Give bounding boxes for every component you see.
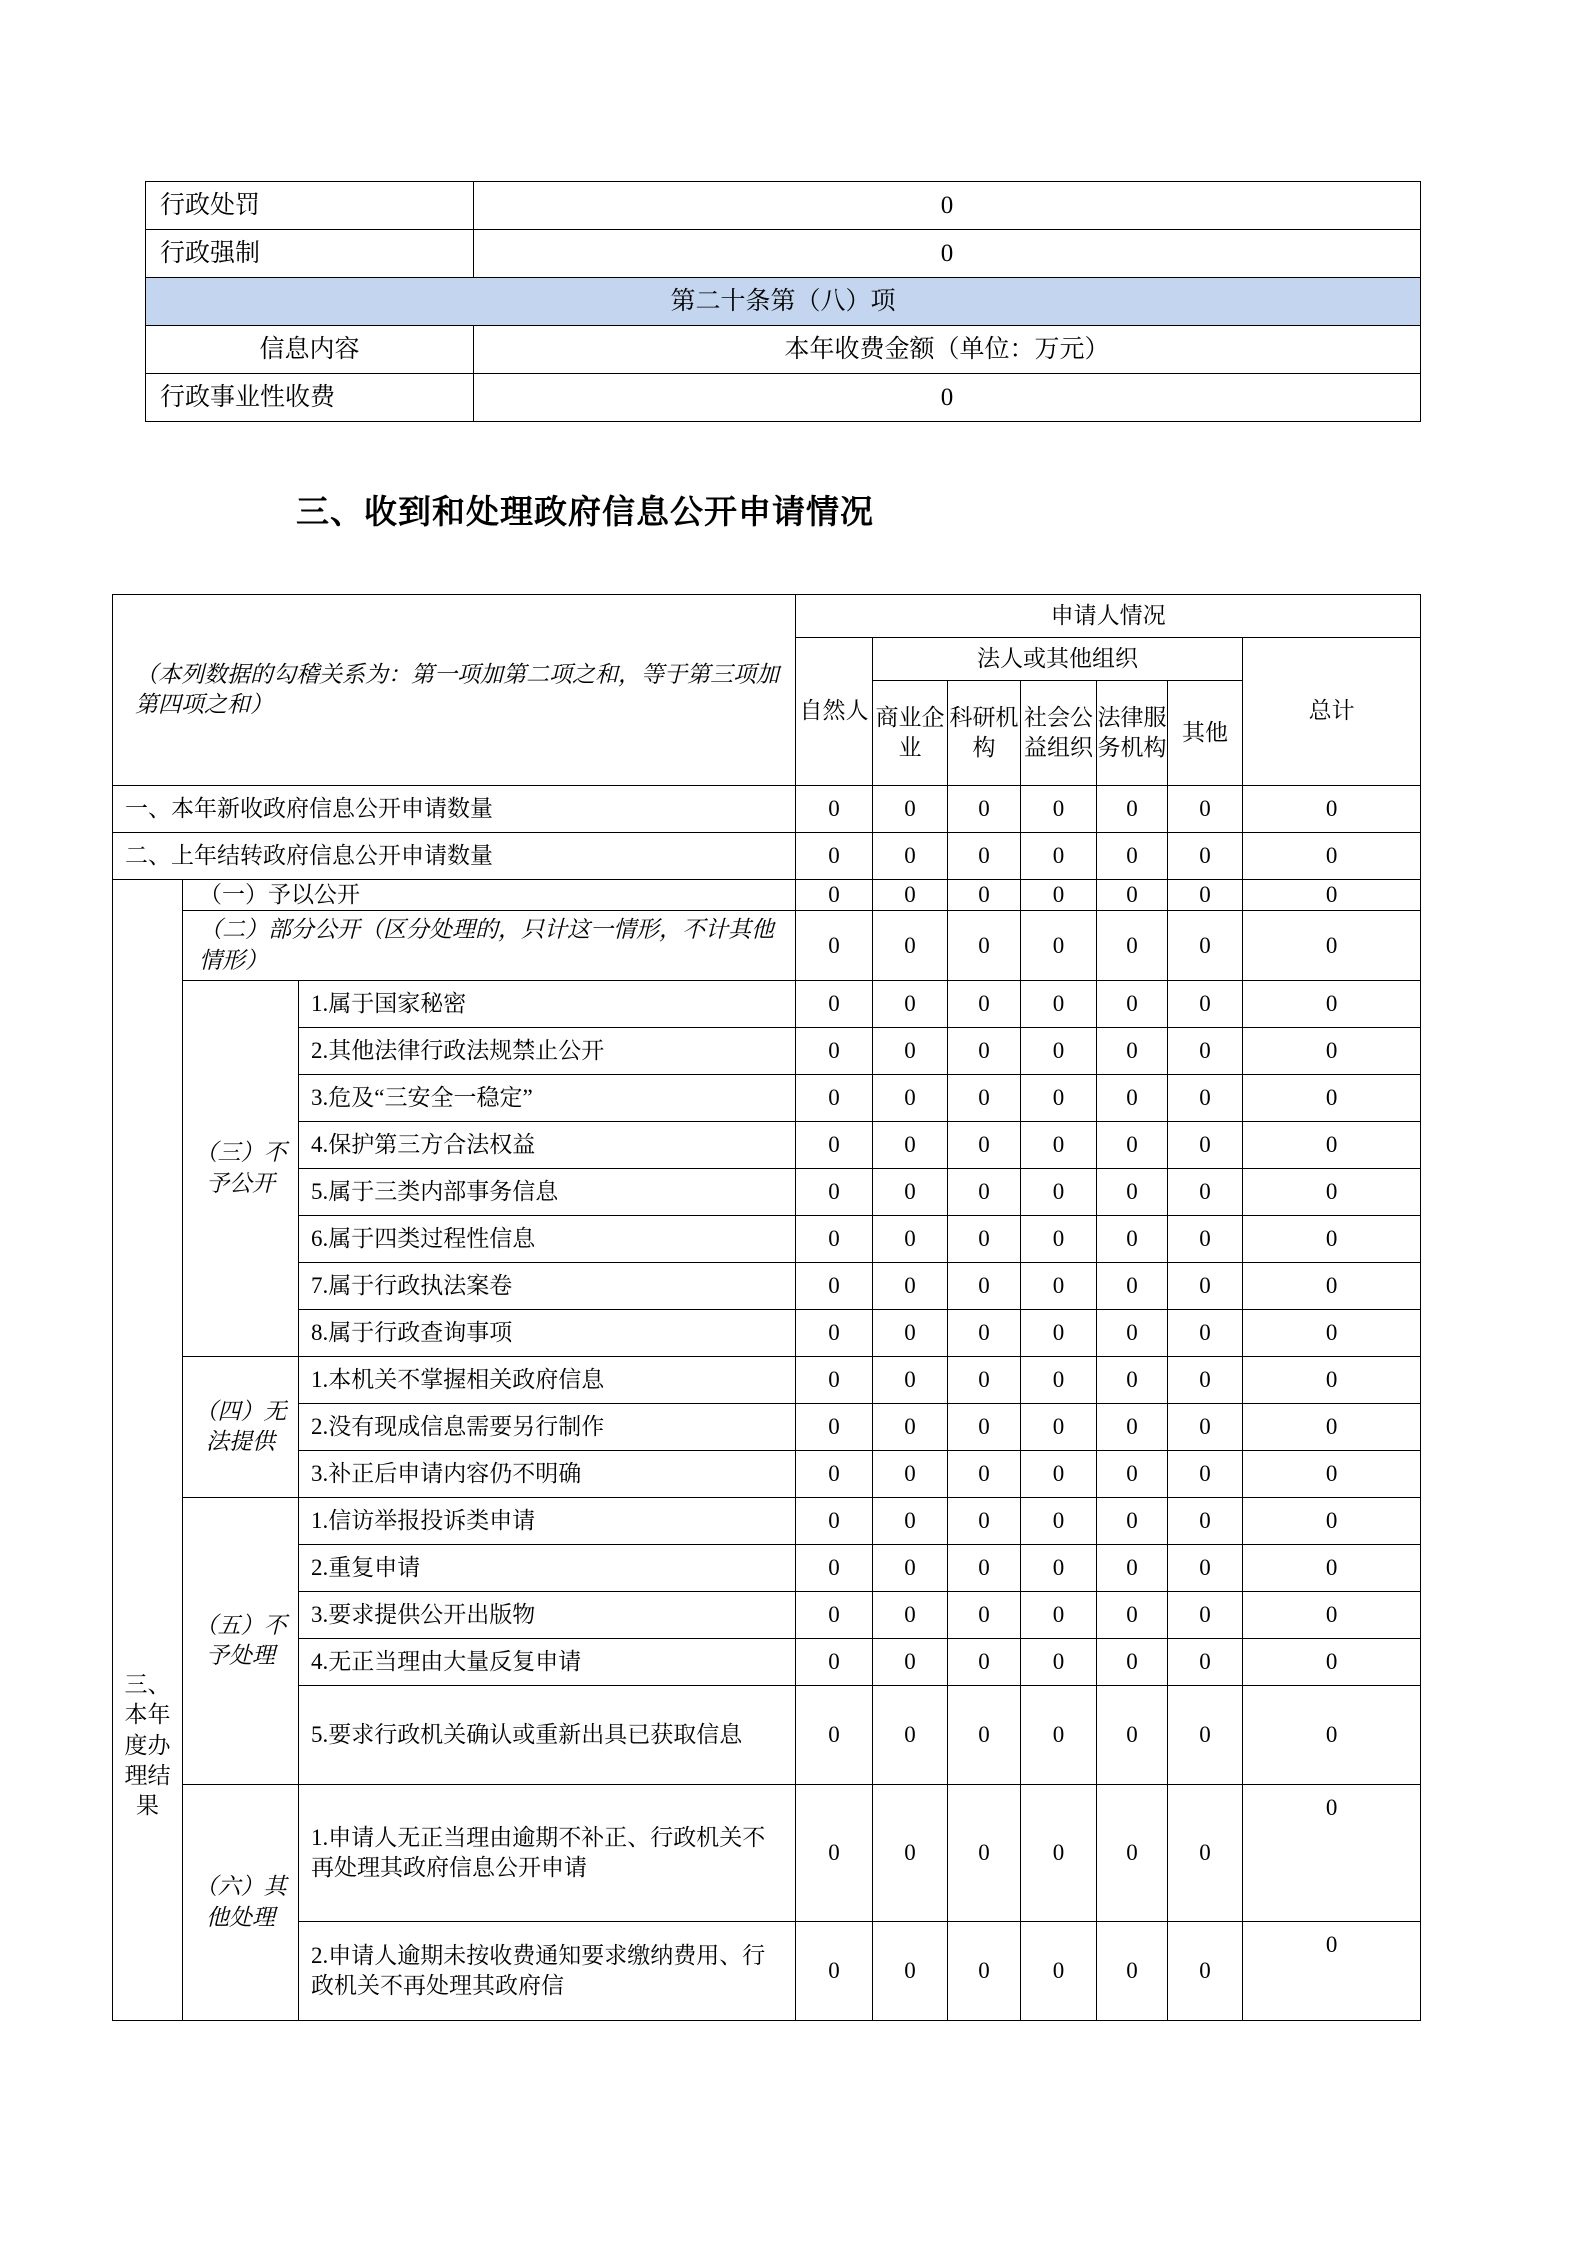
cell-value: 0 <box>948 1028 1021 1075</box>
table-row <box>113 1498 1421 1545</box>
row-label-partially-disclosed: （二）部分公开（区分处理的，只计这一情形，不计其他情形） <box>183 911 796 981</box>
cell-value: 0 <box>1168 1169 1243 1216</box>
table-row <box>113 1451 1421 1498</box>
row-label-third-party-rights: 4.保护第三方合法权益 <box>299 1122 796 1169</box>
group-label-not-processed: （五）不予处理 <box>183 1498 299 1785</box>
row-label-enforcement-file: 7.属于行政执法案卷 <box>299 1263 796 1310</box>
row-label-not-in-possession: 1.本机关不掌握相关政府信息 <box>299 1357 796 1404</box>
cell-value: 0 <box>1168 1639 1243 1686</box>
cell-value: 0 <box>1021 1498 1097 1545</box>
cell-value: 0 <box>1097 981 1168 1028</box>
cell-value: 0 <box>1021 833 1097 880</box>
cell-value: 0 <box>873 981 948 1028</box>
cell-value: 0 <box>873 1922 948 2021</box>
cell-value: 0 <box>1243 911 1421 981</box>
cell-value: 0 <box>1168 786 1243 833</box>
table-row <box>113 786 1421 833</box>
cell-value: 0 <box>1021 1310 1097 1357</box>
table-row <box>113 1028 1421 1075</box>
table-row <box>113 1592 1421 1639</box>
cell-value: 0 <box>1021 1922 1097 2021</box>
header-applicant-situation: 申请人情况 <box>796 595 1421 638</box>
cell-value: 0 <box>1021 1122 1097 1169</box>
header-total: 总计 <box>1243 638 1421 786</box>
cell-value: 0 <box>1168 833 1243 880</box>
table-row <box>113 981 1421 1028</box>
cell-value: 0 <box>873 1169 948 1216</box>
table-header-row <box>113 595 1421 638</box>
cell-value: 0 <box>796 1357 873 1404</box>
cell-value: 0 <box>1021 880 1097 911</box>
row-value-administrative-fee: 0 <box>474 374 1421 422</box>
cell-value: 0 <box>796 1404 873 1451</box>
cell-value: 0 <box>1243 1310 1421 1357</box>
cell-value: 0 <box>873 1075 948 1122</box>
cell-value: 0 <box>1168 1686 1243 1785</box>
header-business-enterprise: 商业企业 <box>873 681 948 786</box>
row-label-overdue-no-correction: 1.申请人无正当理由逾期不补正、行政机关不再处理其政府信息公开申请 <box>299 1785 796 1922</box>
table-row <box>113 1404 1421 1451</box>
table-row <box>113 1169 1421 1216</box>
table-row <box>113 1639 1421 1686</box>
cell-value: 0 <box>1021 1639 1097 1686</box>
cell-value: 0 <box>1097 1498 1168 1545</box>
cell-value: 0 <box>1021 786 1097 833</box>
cell-value: 0 <box>1021 1404 1097 1451</box>
cell-value: 0 <box>1097 1451 1168 1498</box>
cell-value: 0 <box>796 1216 873 1263</box>
table-row <box>113 911 1421 981</box>
row-label-overdue-no-payment: 2.申请人逾期未按收费通知要求缴纳费用、行政机关不再处理其政府信 <box>299 1922 796 2021</box>
cell-value: 0 <box>1021 1216 1097 1263</box>
cell-value: 0 <box>1243 1404 1421 1451</box>
cell-value: 0 <box>1021 911 1097 981</box>
cell-value: 0 <box>1243 1785 1421 1922</box>
row-label-published-materials: 3.要求提供公开出版物 <box>299 1592 796 1639</box>
cell-value: 0 <box>796 1075 873 1122</box>
group-label-not-disclosed: （三）不予公开 <box>183 981 299 1357</box>
fee-summary-table <box>145 181 1421 422</box>
cell-value: 0 <box>1168 981 1243 1028</box>
cell-value: 0 <box>1097 1686 1168 1785</box>
cell-value: 0 <box>948 1785 1021 1922</box>
cell-value: 0 <box>948 981 1021 1028</box>
cell-value: 0 <box>873 1122 948 1169</box>
table-row <box>113 1785 1421 1922</box>
cell-value: 0 <box>796 1686 873 1785</box>
cell-value: 0 <box>948 911 1021 981</box>
cell-value: 0 <box>1243 880 1421 911</box>
cell-value: 0 <box>796 1122 873 1169</box>
cell-value: 0 <box>1168 1216 1243 1263</box>
row-label-duplicate-application: 2.重复申请 <box>299 1545 796 1592</box>
cell-value: 0 <box>948 1545 1021 1592</box>
cell-value: 0 <box>873 1498 948 1545</box>
cell-value: 0 <box>948 1922 1021 2021</box>
cell-value: 0 <box>796 981 873 1028</box>
cell-value: 0 <box>796 1310 873 1357</box>
cell-value: 0 <box>1097 1169 1168 1216</box>
cell-value: 0 <box>1097 1357 1168 1404</box>
cell-value: 0 <box>873 1785 948 1922</box>
cell-value: 0 <box>1097 1592 1168 1639</box>
cell-value: 0 <box>1168 1028 1243 1075</box>
cell-value: 0 <box>1168 1263 1243 1310</box>
cell-value: 0 <box>1168 1922 1243 2021</box>
cell-value: 0 <box>1168 1592 1243 1639</box>
row-value-administrative-penalty: 0 <box>474 182 1421 230</box>
cell-value: 0 <box>796 1545 873 1592</box>
cell-value: 0 <box>1168 1404 1243 1451</box>
cell-value: 0 <box>796 833 873 880</box>
cell-value: 0 <box>948 833 1021 880</box>
cell-value: 0 <box>1168 1357 1243 1404</box>
cell-value: 0 <box>1243 1498 1421 1545</box>
header-public-welfare-org: 社会公益组织 <box>1021 681 1097 786</box>
row-label-reconfirm-info: 5.要求行政机关确认或重新出具已获取信息 <box>299 1686 796 1785</box>
row-label-internal-affairs: 5.属于三类内部事务信息 <box>299 1169 796 1216</box>
row-label-state-secret: 1.属于国家秘密 <box>299 981 796 1028</box>
cell-value: 0 <box>1168 880 1243 911</box>
cell-value: 0 <box>948 1122 1021 1169</box>
cell-value: 0 <box>796 1451 873 1498</box>
cell-value: 0 <box>1243 1028 1421 1075</box>
cell-value: 0 <box>1021 1075 1097 1122</box>
cell-value: 0 <box>1021 1686 1097 1785</box>
header-legal-entity: 法人或其他组织 <box>873 638 1243 681</box>
row-label-administrative-coercion: 行政强制 <box>146 230 474 278</box>
cell-value: 0 <box>948 1686 1021 1785</box>
table-row <box>146 230 1421 278</box>
cell-value: 0 <box>948 1075 1021 1122</box>
cell-value: 0 <box>1168 1498 1243 1545</box>
cell-value: 0 <box>796 1922 873 2021</box>
cell-value: 0 <box>1021 1545 1097 1592</box>
cell-value: 0 <box>1097 911 1168 981</box>
row-label-admin-query: 8.属于行政查询事项 <box>299 1310 796 1357</box>
row-label-administrative-fee: 行政事业性收费 <box>146 374 474 422</box>
cell-value: 0 <box>1021 1169 1097 1216</box>
cell-value: 0 <box>948 1498 1021 1545</box>
cell-value: 0 <box>1021 1592 1097 1639</box>
cell-value: 0 <box>948 1592 1021 1639</box>
cell-value: 0 <box>873 1357 948 1404</box>
row-label-endangers-security: 3.危及“三安全一稳定” <box>299 1075 796 1122</box>
row-label-disclosed: （一）予以公开 <box>183 880 796 911</box>
cell-value: 0 <box>1097 1922 1168 2021</box>
cell-value: 0 <box>873 1028 948 1075</box>
cell-value: 0 <box>1097 1122 1168 1169</box>
table-row <box>146 326 1421 374</box>
cell-value: 0 <box>796 911 873 981</box>
table-row <box>113 1922 1421 2021</box>
cell-value: 0 <box>873 1216 948 1263</box>
cell-value: 0 <box>1097 1404 1168 1451</box>
cell-value: 0 <box>1243 1169 1421 1216</box>
cell-value: 0 <box>948 1169 1021 1216</box>
row-label-administrative-penalty: 行政处罚 <box>146 182 474 230</box>
row-value-administrative-coercion: 0 <box>474 230 1421 278</box>
cell-value: 0 <box>796 1785 873 1922</box>
cell-value: 0 <box>1097 880 1168 911</box>
cell-value: 0 <box>1243 1122 1421 1169</box>
header-other: 其他 <box>1168 681 1243 786</box>
cell-value: 0 <box>948 1451 1021 1498</box>
cell-value: 0 <box>1243 1263 1421 1310</box>
header-research-institution: 科研机构 <box>948 681 1021 786</box>
cell-value: 0 <box>1243 1639 1421 1686</box>
cell-value: 0 <box>1168 911 1243 981</box>
cell-value: 0 <box>873 1263 948 1310</box>
article-20-item-8-header: 第二十条第（八）项 <box>146 278 1421 326</box>
cell-value: 0 <box>1168 1545 1243 1592</box>
group-label-other-processing: （六）其他处理 <box>183 1785 299 2021</box>
cell-value: 0 <box>1243 1922 1421 2021</box>
cell-value: 0 <box>1097 1545 1168 1592</box>
table-row <box>113 1357 1421 1404</box>
cell-value: 0 <box>1243 1075 1421 1122</box>
group-label-cannot-provide: （四）无法提供 <box>183 1357 299 1498</box>
cell-value: 0 <box>873 1310 948 1357</box>
table-row <box>146 374 1421 422</box>
cell-value: 0 <box>1021 1263 1097 1310</box>
cell-value: 0 <box>796 786 873 833</box>
row-label-petition-complaint: 1.信访举报投诉类申请 <box>299 1498 796 1545</box>
cell-value: 0 <box>948 1263 1021 1310</box>
row-label-repeated-no-reason: 4.无正当理由大量反复申请 <box>299 1639 796 1686</box>
cell-value: 0 <box>873 1404 948 1451</box>
table-row <box>113 833 1421 880</box>
section-heading-3: 三、收到和处理政府信息公开申请情况 <box>296 492 874 531</box>
header-legal-service-org: 法律服务机构 <box>1097 681 1168 786</box>
cell-value: 0 <box>1243 786 1421 833</box>
cell-value: 0 <box>1097 786 1168 833</box>
cell-value: 0 <box>1243 1216 1421 1263</box>
cell-value: 0 <box>948 1310 1021 1357</box>
cell-value: 0 <box>1097 833 1168 880</box>
cell-value: 0 <box>796 880 873 911</box>
cell-value: 0 <box>1168 1122 1243 1169</box>
cell-value: 0 <box>873 1639 948 1686</box>
cell-value: 0 <box>1243 1451 1421 1498</box>
table-row <box>113 880 1421 911</box>
cell-value: 0 <box>1097 1310 1168 1357</box>
table-row <box>113 1263 1421 1310</box>
cell-value: 0 <box>1168 1310 1243 1357</box>
cell-value: 0 <box>1021 1028 1097 1075</box>
row-label-still-unclear: 3.补正后申请内容仍不明确 <box>299 1451 796 1498</box>
table-row <box>113 1545 1421 1592</box>
vertical-label-processing-results: 三、本年度办理结果 <box>113 880 183 2021</box>
table-row <box>113 1216 1421 1263</box>
cell-value: 0 <box>796 1592 873 1639</box>
cell-value: 0 <box>1243 981 1421 1028</box>
cell-value: 0 <box>1021 1785 1097 1922</box>
cell-value: 0 <box>873 1686 948 1785</box>
table-row <box>113 1310 1421 1357</box>
cell-value: 0 <box>1097 1028 1168 1075</box>
cell-value: 0 <box>1021 1451 1097 1498</box>
cell-value: 0 <box>1243 1686 1421 1785</box>
cell-value: 0 <box>796 1169 873 1216</box>
cell-value: 0 <box>1168 1451 1243 1498</box>
cell-value: 0 <box>948 1216 1021 1263</box>
cell-value: 0 <box>873 911 948 981</box>
row-label-law-prohibits: 2.其他法律行政法规禁止公开 <box>299 1028 796 1075</box>
cell-value: 0 <box>873 1545 948 1592</box>
header-natural-person: 自然人 <box>796 638 873 786</box>
cell-value: 0 <box>1021 981 1097 1028</box>
cell-value: 0 <box>796 1498 873 1545</box>
row-label-needs-creation: 2.没有现成信息需要另行制作 <box>299 1404 796 1451</box>
row-label-process-info: 6.属于四类过程性信息 <box>299 1216 796 1263</box>
cell-value: 0 <box>1243 833 1421 880</box>
cell-value: 0 <box>948 1404 1021 1451</box>
cell-value: 0 <box>873 833 948 880</box>
cell-value: 0 <box>873 1451 948 1498</box>
cell-value: 0 <box>1097 1075 1168 1122</box>
cell-value: 0 <box>1097 1639 1168 1686</box>
application-processing-table <box>112 594 1421 2021</box>
row-label-new-applications: 一、本年新收政府信息公开申请数量 <box>113 786 796 833</box>
cell-value: 0 <box>1243 1545 1421 1592</box>
cell-value: 0 <box>948 1639 1021 1686</box>
reconciliation-note: （本列数据的勾稽关系为：第一项加第二项之和，等于第三项加第四项之和） <box>113 595 796 786</box>
cell-value: 0 <box>796 1028 873 1075</box>
cell-value: 0 <box>1243 1592 1421 1639</box>
cell-value: 0 <box>1097 1263 1168 1310</box>
row-label-carryover-applications: 二、上年结转政府信息公开申请数量 <box>113 833 796 880</box>
table-row-blue-header <box>146 278 1421 326</box>
table-row <box>113 1686 1421 1785</box>
column-header-fee-amount: 本年收费金额（单位：万元） <box>474 326 1421 374</box>
cell-value: 0 <box>796 1639 873 1686</box>
cell-value: 0 <box>948 786 1021 833</box>
table-row <box>146 182 1421 230</box>
cell-value: 0 <box>873 1592 948 1639</box>
cell-value: 0 <box>948 880 1021 911</box>
cell-value: 0 <box>948 1357 1021 1404</box>
cell-value: 0 <box>1021 1357 1097 1404</box>
cell-value: 0 <box>1168 1785 1243 1922</box>
table-row <box>113 1122 1421 1169</box>
cell-value: 0 <box>796 1263 873 1310</box>
cell-value: 0 <box>873 880 948 911</box>
cell-value: 0 <box>1097 1785 1168 1922</box>
cell-value: 0 <box>1097 1216 1168 1263</box>
cell-value: 0 <box>1243 1357 1421 1404</box>
column-header-info-content: 信息内容 <box>146 326 474 374</box>
cell-value: 0 <box>1168 1075 1243 1122</box>
cell-value: 0 <box>873 786 948 833</box>
table-row <box>113 1075 1421 1122</box>
